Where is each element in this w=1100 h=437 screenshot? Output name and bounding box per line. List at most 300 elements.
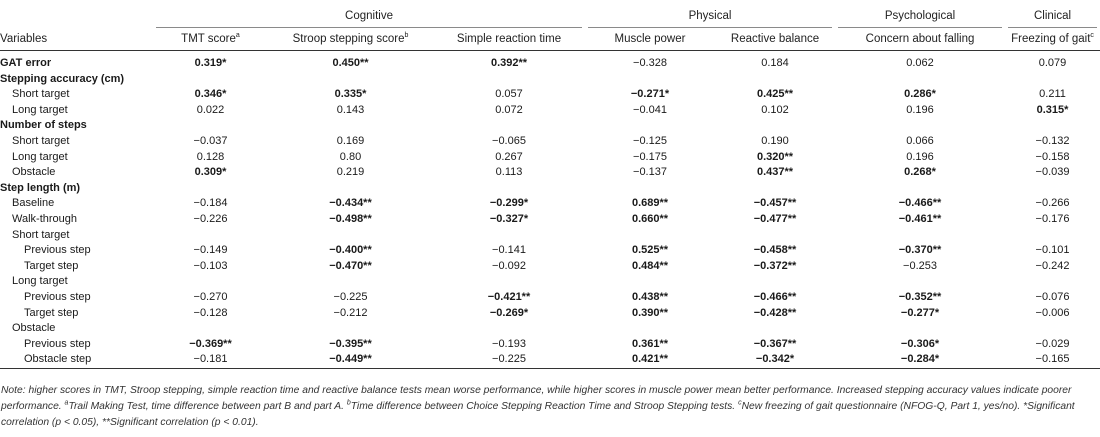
table-cell xyxy=(1005,352,1100,368)
cell-value: −0.141 xyxy=(492,244,526,257)
cell-value: −0.226 xyxy=(193,212,228,225)
cell-value: −0.466** xyxy=(898,197,942,210)
table-cell xyxy=(835,134,1005,150)
table-cell xyxy=(1005,243,1100,259)
table-cell xyxy=(1005,290,1100,306)
cell-value: −0.461** xyxy=(898,212,942,225)
table-cell xyxy=(715,72,835,88)
column-header-sup: a xyxy=(235,32,240,40)
note-a-mark: a xyxy=(64,399,69,407)
table-cell xyxy=(715,243,835,259)
row-label: Step length (m) xyxy=(0,181,81,194)
table-row xyxy=(0,103,1100,119)
cell-value: −0.125 xyxy=(633,134,667,147)
cell-value: −0.457** xyxy=(753,197,797,210)
cell-value: 0.113 xyxy=(495,166,523,179)
cell-value: 0.184 xyxy=(761,57,789,69)
cell-value: −0.037 xyxy=(193,134,228,147)
table-row xyxy=(0,290,1100,306)
cell-value: −0.176 xyxy=(1035,212,1070,225)
table-cell xyxy=(153,118,268,134)
table-cell xyxy=(715,150,835,166)
group-header-empty xyxy=(0,6,153,28)
row-label: Previous step xyxy=(24,337,91,350)
cell-value: −0.428** xyxy=(753,306,797,319)
cell-value: 0.128 xyxy=(196,150,225,163)
table-cell xyxy=(153,352,268,368)
row-label: Walk-through xyxy=(12,212,78,225)
table-cell xyxy=(433,72,585,88)
column-header xyxy=(268,28,433,51)
table-cell xyxy=(268,274,433,290)
table-cell xyxy=(715,134,835,150)
table-cell xyxy=(268,321,433,337)
cell-value: −0.270 xyxy=(193,290,228,303)
table-cell xyxy=(268,165,433,181)
note-b-mark: b xyxy=(346,399,351,407)
cell-value: 0.072 xyxy=(495,103,523,116)
table-cell xyxy=(585,103,715,119)
table-cell xyxy=(715,259,835,275)
cell-value: −0.421** xyxy=(487,290,531,303)
table-row xyxy=(0,165,1100,181)
table-cell xyxy=(433,103,585,119)
table-cell xyxy=(585,212,715,228)
cell-value: 0.268* xyxy=(904,166,936,179)
cell-value: −0.400** xyxy=(329,244,372,257)
column-header-label: Stroop stepping score xyxy=(292,33,405,45)
note-b-text: Time difference between Choice Stepping Reaction Time and Stroop Stepping tests. xyxy=(350,401,736,412)
table-row xyxy=(0,150,1100,166)
cell-value: 0.80 xyxy=(339,150,362,163)
cell-value: −0.076 xyxy=(1035,290,1070,303)
table-cell xyxy=(433,337,585,353)
table-cell xyxy=(433,87,585,103)
table-cell xyxy=(268,212,433,228)
table-cell xyxy=(715,87,835,103)
note-c-text: New freezing of gait questionnaire (NFOG-Q, Part 1, yes/no). xyxy=(741,401,1021,412)
table-cell xyxy=(268,134,433,150)
cell-value: −0.466** xyxy=(753,290,797,303)
cell-value: 0.361** xyxy=(631,337,669,350)
table-cell xyxy=(835,103,1005,119)
table-cell xyxy=(153,259,268,275)
cell-value: −0.128 xyxy=(193,306,228,319)
cell-value: −0.342* xyxy=(755,353,795,366)
table-cell xyxy=(153,51,268,72)
table-cell xyxy=(1005,150,1100,166)
cell-value: −0.458** xyxy=(753,244,797,257)
table-cell xyxy=(153,72,268,88)
table-row xyxy=(0,134,1100,150)
cell-value: −0.277* xyxy=(900,306,940,319)
table-row xyxy=(0,72,1100,88)
row-label: Obstacle xyxy=(12,322,56,335)
cell-value: −0.041 xyxy=(633,103,667,116)
cell-value: 0.267 xyxy=(495,150,523,163)
column-header xyxy=(835,28,1005,51)
cell-value: 0.143 xyxy=(336,103,365,116)
cell-value: 0.319* xyxy=(194,57,227,69)
cell-value: −0.184 xyxy=(193,197,228,210)
table-cell xyxy=(585,150,715,166)
cell-value: 0.196 xyxy=(906,103,934,116)
table-cell xyxy=(268,352,433,368)
table-cell xyxy=(268,228,433,244)
table-cell xyxy=(715,181,835,197)
table-cell xyxy=(1005,181,1100,197)
group-header-label: Psychological xyxy=(838,6,1002,28)
cell-value: −0.327* xyxy=(489,212,529,225)
cell-value: −0.372** xyxy=(753,259,797,272)
row-label: Baseline xyxy=(12,197,55,210)
column-header xyxy=(433,28,585,51)
table-cell xyxy=(153,150,268,166)
table-cell xyxy=(835,150,1005,166)
table-cell xyxy=(433,134,585,150)
table-cell xyxy=(268,72,433,88)
table-cell xyxy=(1005,87,1100,103)
cell-value: 0.335* xyxy=(334,88,367,101)
table-cell xyxy=(585,196,715,212)
cell-value: −0.103 xyxy=(193,259,228,272)
column-header-label: Simple reaction time xyxy=(456,33,562,45)
table-cell xyxy=(153,306,268,322)
cell-value: 0.219 xyxy=(336,166,365,179)
table-cell xyxy=(153,228,268,244)
table-cell xyxy=(1005,321,1100,337)
table-cell xyxy=(715,103,835,119)
table-cell xyxy=(1005,118,1100,134)
cell-value: −0.367** xyxy=(753,337,797,350)
cell-value: 0.066 xyxy=(906,134,934,147)
table-cell xyxy=(268,243,433,259)
cell-value: −0.101 xyxy=(1035,244,1070,257)
table-cell xyxy=(585,118,715,134)
column-header xyxy=(715,28,835,51)
table-cell xyxy=(835,212,1005,228)
cell-value: 0.425** xyxy=(756,88,794,101)
table-cell xyxy=(433,181,585,197)
cell-value: −0.449** xyxy=(329,353,372,366)
cell-value: −0.225 xyxy=(492,353,526,366)
table-row xyxy=(0,228,1100,244)
cell-value: 0.660** xyxy=(631,212,669,225)
column-header-sup: b xyxy=(404,32,409,40)
table-row xyxy=(0,306,1100,322)
cell-value: 0.320** xyxy=(756,150,794,163)
correlation-table xyxy=(0,6,1100,369)
table-cell xyxy=(268,150,433,166)
table-cell xyxy=(835,228,1005,244)
table-cell xyxy=(1005,259,1100,275)
table-row xyxy=(0,352,1100,368)
table-cell xyxy=(153,165,268,181)
note-a-text: Trail Making Test, time difference between part B and part A. xyxy=(68,401,344,412)
table-cell xyxy=(835,306,1005,322)
table-cell xyxy=(585,243,715,259)
table-cell xyxy=(715,274,835,290)
table-cell xyxy=(715,51,835,72)
row-label: Obstacle step xyxy=(0,352,153,368)
table-cell xyxy=(153,243,268,259)
table-cell xyxy=(585,290,715,306)
table-cell xyxy=(268,118,433,134)
table-cell xyxy=(1005,228,1100,244)
cell-value: −0.065 xyxy=(492,134,526,147)
table-cell xyxy=(715,212,835,228)
table-cell xyxy=(585,228,715,244)
table-cell xyxy=(433,290,585,306)
cell-value: 0.057 xyxy=(495,88,523,101)
table-cell xyxy=(835,337,1005,353)
table-cell xyxy=(715,118,835,134)
table-cell xyxy=(585,306,715,322)
cell-value: −0.299* xyxy=(489,197,529,210)
table-cell xyxy=(835,243,1005,259)
row-label: Target step xyxy=(24,259,79,272)
table-cell xyxy=(1005,212,1100,228)
table-cell xyxy=(268,87,433,103)
table-cell xyxy=(1005,51,1100,72)
table-row xyxy=(0,259,1100,275)
row-label: Previous step xyxy=(24,244,91,257)
table-cell xyxy=(268,337,433,353)
table-cell xyxy=(835,259,1005,275)
cell-value: −0.271* xyxy=(630,88,670,101)
cell-value: 0.315* xyxy=(1036,103,1069,116)
table-cell xyxy=(715,228,835,244)
cell-value: 0.438** xyxy=(631,290,669,303)
table-cell xyxy=(153,212,268,228)
cell-value: −0.370** xyxy=(898,244,942,257)
row-label: Long target xyxy=(12,103,68,116)
table-row xyxy=(0,51,1100,72)
table-row xyxy=(0,87,1100,103)
cell-value: −0.092 xyxy=(492,259,526,272)
row-label: Long target xyxy=(12,150,68,163)
note-c-mark: c xyxy=(738,399,742,407)
cell-value: −0.175 xyxy=(633,150,667,163)
table-row xyxy=(0,196,1100,212)
cell-value: 0.392** xyxy=(490,57,528,69)
column-header-label: TMT score xyxy=(181,33,236,45)
cell-value: 0.421** xyxy=(631,353,669,366)
cell-value: 0.437** xyxy=(756,166,794,179)
cell-value: −0.269* xyxy=(489,306,529,319)
table-cell xyxy=(835,165,1005,181)
cell-value: 0.196 xyxy=(906,150,934,163)
cell-value: −0.434** xyxy=(329,197,372,210)
table-cell xyxy=(433,306,585,322)
cell-value: −0.181 xyxy=(193,353,228,366)
column-header-row xyxy=(0,28,1100,51)
table-cell xyxy=(715,290,835,306)
row-label: Obstacle xyxy=(12,166,56,179)
cell-value: −0.149 xyxy=(193,244,228,257)
table-cell xyxy=(153,134,268,150)
table-cell xyxy=(585,51,715,72)
table-cell xyxy=(585,352,715,368)
cell-value: −0.498** xyxy=(329,212,372,225)
table-row xyxy=(0,337,1100,353)
table-cell xyxy=(585,274,715,290)
row-label: Short target xyxy=(12,228,70,241)
table-cell xyxy=(835,87,1005,103)
table-cell xyxy=(585,259,715,275)
table-cell xyxy=(1005,134,1100,150)
table-cell xyxy=(433,259,585,275)
table-cell xyxy=(585,337,715,353)
table-cell xyxy=(433,212,585,228)
table-cell xyxy=(153,103,268,119)
row-label: Previous step xyxy=(24,290,91,303)
table-cell xyxy=(585,87,715,103)
cell-value: −0.165 xyxy=(1035,353,1070,366)
cell-value: −0.137 xyxy=(633,166,667,179)
cell-value: −0.006 xyxy=(1035,306,1070,319)
row-label: GAT error xyxy=(0,57,52,69)
cell-value: −0.306* xyxy=(900,337,940,350)
cell-value: −0.242 xyxy=(1035,259,1070,272)
cell-value: 0.390** xyxy=(631,306,669,319)
table-cell xyxy=(1005,337,1100,353)
table-cell xyxy=(268,181,433,197)
row-label: Long target xyxy=(12,275,68,288)
cell-value: 0.211 xyxy=(1039,88,1066,101)
table-cell xyxy=(153,290,268,306)
table-cell xyxy=(433,352,585,368)
table-cell xyxy=(715,321,835,337)
table-cell xyxy=(268,51,433,72)
table-cell xyxy=(153,274,268,290)
cell-value: 0.309* xyxy=(194,166,227,179)
table-cell xyxy=(1005,306,1100,322)
group-header-row xyxy=(0,6,1100,28)
table-cell xyxy=(153,321,268,337)
table-row xyxy=(0,212,1100,228)
table-footnote xyxy=(1,383,1097,431)
table-cell xyxy=(433,150,585,166)
group-header-label: Clinical xyxy=(1008,6,1097,28)
row-label: Stepping accuracy (cm) xyxy=(0,72,125,85)
table-cell xyxy=(433,196,585,212)
cell-value: 0.102 xyxy=(761,103,789,116)
table-cell xyxy=(1005,72,1100,88)
column-header-label: Concern about falling xyxy=(865,33,975,45)
note-main: Note: higher scores in TMT, Stroop stepping, simple reaction time and reactive balance tests mean worse performance, while higher scores in muscle power mean better performance. Increased stepping accuracy values indicate poorer performance. xyxy=(1,385,1072,412)
table-row xyxy=(0,274,1100,290)
cell-value: −0.193 xyxy=(492,337,526,350)
cell-value: −0.352** xyxy=(898,290,942,303)
group-header-cell xyxy=(1005,6,1100,28)
table-cell xyxy=(835,290,1005,306)
cell-value: 0.450** xyxy=(332,57,369,69)
cell-value: −0.029 xyxy=(1035,337,1070,350)
column-header xyxy=(585,28,715,51)
table-cell xyxy=(268,103,433,119)
table-cell xyxy=(715,165,835,181)
group-header-label: Cognitive xyxy=(156,6,582,28)
table-cell xyxy=(153,87,268,103)
note-sig-01: **Significant correlation (p < 0.01). xyxy=(102,417,259,428)
table-cell xyxy=(585,72,715,88)
cell-value: 0.525** xyxy=(631,244,669,257)
note-sig-05: *Significant correlation (p < 0.05), xyxy=(1,401,1075,428)
group-header-cell xyxy=(835,6,1005,28)
group-header-label: Physical xyxy=(588,6,832,28)
cell-value: 0.689** xyxy=(631,197,669,210)
table-cell xyxy=(835,181,1005,197)
cell-value: −0.470** xyxy=(329,259,372,272)
table-cell xyxy=(1005,103,1100,119)
table-cell xyxy=(433,228,585,244)
column-header xyxy=(1005,28,1100,51)
cell-value: −0.477** xyxy=(753,212,797,225)
cell-value: 0.190 xyxy=(761,134,789,147)
table-cell xyxy=(585,181,715,197)
table-cell xyxy=(268,259,433,275)
table-cell xyxy=(433,321,585,337)
cell-value: −0.253 xyxy=(903,259,937,272)
group-header-cell xyxy=(585,6,835,28)
cell-value: −0.039 xyxy=(1035,166,1070,179)
table-cell xyxy=(835,196,1005,212)
cell-value: 0.079 xyxy=(1038,57,1067,69)
table-cell xyxy=(433,243,585,259)
cell-value: 0.062 xyxy=(906,57,934,69)
table-cell xyxy=(433,274,585,290)
cell-value: −0.395** xyxy=(329,337,372,350)
cell-value: −0.158 xyxy=(1035,150,1070,163)
column-header-sup: c xyxy=(1090,32,1094,40)
cell-value: 0.346* xyxy=(194,88,227,101)
row-label: Short target xyxy=(12,134,70,147)
column-header-label: Reactive balance xyxy=(730,33,820,45)
row-label: Target step xyxy=(24,306,79,319)
cell-value: −0.369** xyxy=(189,337,232,350)
table-cell xyxy=(1005,165,1100,181)
cell-value: −0.328 xyxy=(633,57,667,69)
table-cell xyxy=(268,196,433,212)
cell-value: 0.286* xyxy=(904,88,936,101)
group-header-cell xyxy=(153,6,585,28)
cell-value: 0.169 xyxy=(336,134,365,147)
table-cell xyxy=(1005,196,1100,212)
table-cell xyxy=(715,306,835,322)
table-cell xyxy=(715,196,835,212)
table-cell xyxy=(585,321,715,337)
table-cell xyxy=(585,134,715,150)
table-cell xyxy=(835,118,1005,134)
table-row xyxy=(0,181,1100,197)
table-cell xyxy=(268,306,433,322)
table-cell xyxy=(433,165,585,181)
table-cell xyxy=(835,72,1005,88)
table-cell xyxy=(585,165,715,181)
table-cell xyxy=(153,337,268,353)
column-header-label: Muscle power xyxy=(614,33,686,45)
cell-value: −0.284* xyxy=(900,353,940,366)
cell-value: −0.266 xyxy=(1035,197,1070,210)
table-cell xyxy=(268,290,433,306)
cell-value: −0.225 xyxy=(333,290,368,303)
table-cell xyxy=(153,181,268,197)
table-cell xyxy=(433,118,585,134)
table-cell xyxy=(715,352,835,368)
table-row xyxy=(0,321,1100,337)
row-label: Number of steps xyxy=(0,119,87,132)
